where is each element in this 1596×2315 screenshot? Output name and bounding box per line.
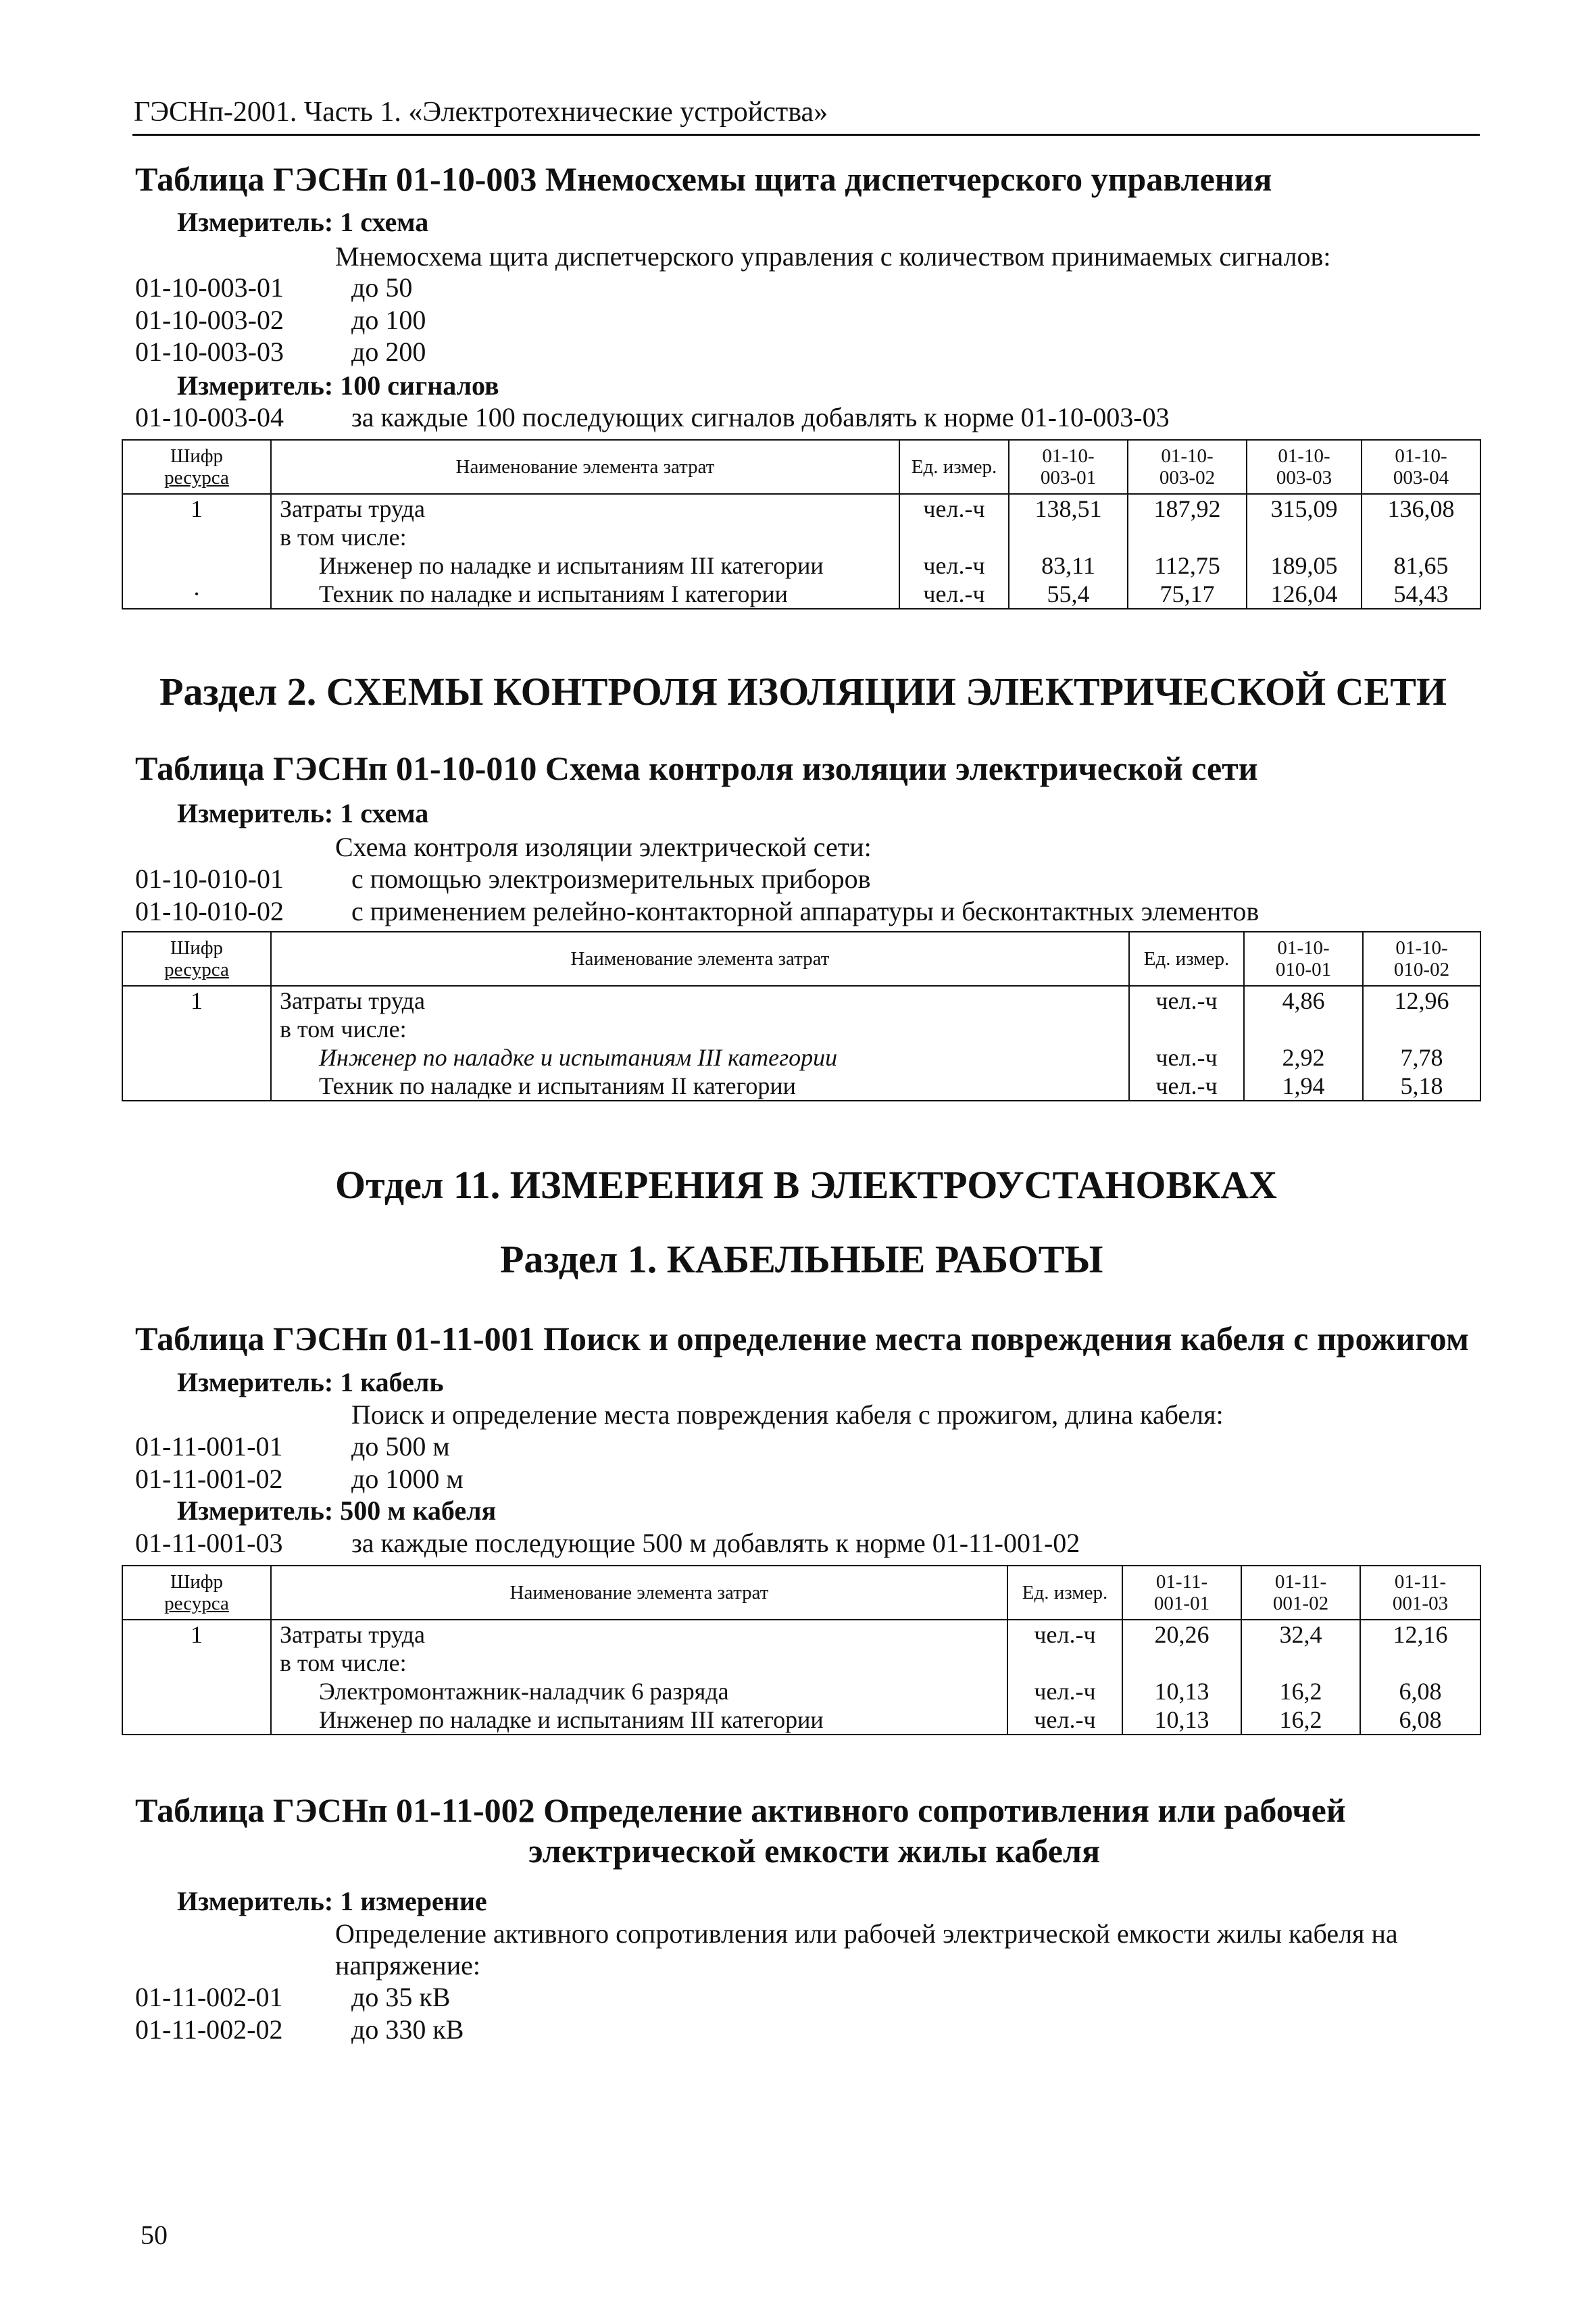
table1-item-text: за каждые 100 последующих сигналов добавлять к норме 01-10-003-03 <box>351 402 1170 432</box>
table2-meter: Измеритель: 1 схема <box>177 798 429 828</box>
table1-item-code: 01-10-003-01 <box>135 272 284 303</box>
table3-item-code: 01-11-001-02 <box>135 1464 283 1494</box>
table2-item-code: 01-10-010-02 <box>135 896 284 926</box>
table-row <box>122 1649 1480 1677</box>
table-cell: Электромонтажник-наладчик 6 разряда <box>271 1677 1007 1706</box>
table-cell <box>899 523 1009 551</box>
header-divider <box>132 134 1480 136</box>
table-cell <box>1009 523 1128 551</box>
header-col: 01-11- 001-01 <box>1122 1566 1241 1620</box>
table-cell: Инженер по наладке и испытаниям III категории <box>271 1043 1129 1072</box>
table-cell: Инженер по наладке и испытаниям III категории <box>271 1706 1007 1735</box>
table-cell: в том числе: <box>271 523 899 551</box>
table-cell: 83,11 <box>1009 551 1128 580</box>
table-cell: 136,08 <box>1362 494 1480 523</box>
table-cell <box>1363 1015 1480 1043</box>
table-cell: 6,08 <box>1360 1677 1480 1706</box>
table4-description-line2: напряжение: <box>335 1950 480 1981</box>
table-cell: 4,86 <box>1244 986 1363 1015</box>
header-name: Наименование элемента затрат <box>271 932 1129 986</box>
running-head: ГЭСНп-2001. Часть 1. «Электротехнические устройства» <box>134 97 828 128</box>
table-cell: чел.-ч <box>1129 1072 1244 1101</box>
table3-item-code: 01-11-001-01 <box>135 1431 283 1462</box>
table1-meter: Измеритель: 1 схема <box>177 207 429 237</box>
table-cell: 10,13 <box>1122 1706 1241 1735</box>
table-cell <box>1129 1015 1244 1043</box>
table-cell: в том числе: <box>271 1649 1007 1677</box>
header-name: Наименование элемента затрат <box>271 440 899 494</box>
header-unit: Ед. измер. <box>899 440 1009 494</box>
table1-item-code: 01-10-003-03 <box>135 337 284 367</box>
page-number: 50 <box>141 2220 168 2250</box>
table-cell: 138,51 <box>1009 494 1128 523</box>
table-cell: 126,04 <box>1247 580 1362 609</box>
header-name: Наименование элемента затрат <box>271 1566 1007 1620</box>
table1-item-code: 01-10-003-02 <box>135 305 284 335</box>
table-cell: чел.-ч <box>1129 1043 1244 1072</box>
table-cell <box>1122 1649 1241 1677</box>
table3-meter-2: Измеритель: 500 м кабеля <box>177 1495 497 1526</box>
table-row <box>122 1620 1480 1649</box>
table3-item-text: до 1000 м <box>351 1464 464 1494</box>
table-cell: Техник по наладке и испытаниям II категории <box>271 1072 1129 1101</box>
table-cell: 7,78 <box>1363 1043 1480 1072</box>
table-row <box>122 523 1480 551</box>
table-cell <box>1007 1649 1122 1677</box>
table-cell <box>1247 523 1362 551</box>
table3-item-text: за каждые последующие 500 м добавлять к норме 01-11-001-02 <box>351 1528 1080 1558</box>
table3-item-code: 01-11-001-03 <box>135 1528 283 1558</box>
table3-title: Таблица ГЭСНп 01-11-001 Поиск и определение места повреждения кабеля с прожигом <box>135 1320 1469 1358</box>
table-cell: Затраты труда <box>271 1620 1007 1649</box>
table-cell <box>122 1043 271 1072</box>
table-cell <box>122 1649 271 1677</box>
table-cell: 1 <box>122 986 271 1015</box>
table-cell: · <box>122 580 271 609</box>
table3-meter: Измеритель: 1 кабель <box>177 1367 444 1397</box>
table-cell: чел.-ч <box>899 494 1009 523</box>
table-row <box>122 580 1480 609</box>
cost-table-2 <box>122 931 1481 1101</box>
header-unit: Ед. измер. <box>1129 932 1244 986</box>
header-col: 01-10- 010-01 <box>1244 932 1363 986</box>
header-resource: Шифр ресурса <box>122 932 271 986</box>
table-cell <box>122 1677 271 1706</box>
table4-title-line2: электрической емкости жилы кабеля <box>528 1832 1100 1870</box>
table-cell: в том числе: <box>271 1015 1129 1043</box>
table-cell <box>1360 1649 1480 1677</box>
table4-item-text: до 330 кВ <box>351 2014 464 2045</box>
table-cell: 6,08 <box>1360 1706 1480 1735</box>
table-cell: 189,05 <box>1247 551 1362 580</box>
table2-item-code: 01-10-010-01 <box>135 864 284 894</box>
table-cell: Техник по наладке и испытаниям I категории <box>271 580 899 609</box>
table1-item-code: 01-10-003-04 <box>135 402 284 432</box>
table-cell: 32,4 <box>1241 1620 1360 1649</box>
table-cell: Инженер по наладке и испытаниям III категории <box>271 551 899 580</box>
table2-item-text: с применением релейно-контакторной аппаратуры и бесконтактных элементов <box>351 896 1260 926</box>
table-cell <box>122 1706 271 1735</box>
table3-description: Поиск и определение места повреждения кабеля с прожигом, длина кабеля: <box>351 1399 1224 1430</box>
table-cell <box>122 1072 271 1101</box>
table-cell: 54,43 <box>1362 580 1480 609</box>
table4-meter: Измеритель: 1 измерение <box>177 1886 487 1916</box>
table-cell: чел.-ч <box>1007 1620 1122 1649</box>
table4-item-code: 01-11-002-02 <box>135 2014 283 2045</box>
table-cell: 16,2 <box>1241 1677 1360 1706</box>
header-resource: Шифр ресурса <box>122 1566 271 1620</box>
table-cell: Затраты труда <box>271 494 899 523</box>
table-cell: 55,4 <box>1009 580 1128 609</box>
table4-item-code: 01-11-002-01 <box>135 1982 283 2012</box>
table-cell: чел.-ч <box>1129 986 1244 1015</box>
table1-description: Мнемосхема щита диспетчерского управления с количеством принимаемых сигналов: <box>335 241 1331 272</box>
cost-table-3 <box>122 1565 1481 1735</box>
table-cell: 20,26 <box>1122 1620 1241 1649</box>
table-cell <box>1244 1015 1363 1043</box>
table-cell: 1 <box>122 494 271 523</box>
table-row <box>122 551 1480 580</box>
table-cell <box>122 551 271 580</box>
header-col: 01-10- 003-04 <box>1362 440 1480 494</box>
section-heading: Раздел 2. СХЕМЫ КОНТРОЛЯ ИЗОЛЯЦИИ ЭЛЕКТРИЧЕСКОЙ СЕТИ <box>159 670 1447 714</box>
table-cell: 2,92 <box>1244 1043 1363 1072</box>
header-resource: Шифр ресурса <box>122 440 271 494</box>
table-row <box>122 986 1480 1015</box>
table-cell: 81,65 <box>1362 551 1480 580</box>
table-row <box>122 1043 1480 1072</box>
table-cell <box>1128 523 1247 551</box>
table-cell: 187,92 <box>1128 494 1247 523</box>
table4-title: Таблица ГЭСНп 01-11-002 Определение активного сопротивления или рабочей <box>135 1791 1346 1829</box>
table-row <box>122 1072 1480 1101</box>
header-col: 01-10- 003-02 <box>1128 440 1247 494</box>
table-cell: Затраты труда <box>271 986 1129 1015</box>
table-cell: 315,09 <box>1247 494 1362 523</box>
header-col: 01-11- 001-02 <box>1241 1566 1360 1620</box>
table-row <box>122 494 1480 523</box>
table-cell: 1 <box>122 1620 271 1649</box>
table1-meter-2: Измеритель: 100 сигналов <box>177 370 499 401</box>
header-col: 01-10- 003-03 <box>1247 440 1362 494</box>
header-col: 01-10- 010-02 <box>1363 932 1480 986</box>
table-cell: чел.-ч <box>899 551 1009 580</box>
table-cell: чел.-ч <box>899 580 1009 609</box>
table-cell: чел.-ч <box>1007 1677 1122 1706</box>
header-col: 01-11- 001-03 <box>1360 1566 1480 1620</box>
table-cell: 10,13 <box>1122 1677 1241 1706</box>
table-cell: 5,18 <box>1363 1072 1480 1101</box>
table-row <box>122 1677 1480 1706</box>
section-heading: Раздел 1. КАБЕЛЬНЫЕ РАБОТЫ <box>500 1237 1103 1281</box>
table-cell: 12,96 <box>1363 986 1480 1015</box>
table-cell <box>122 1015 271 1043</box>
table-cell <box>122 523 271 551</box>
department-heading: Отдел 11. ИЗМЕРЕНИЯ В ЭЛЕКТРОУСТАНОВКАХ <box>335 1163 1277 1207</box>
table3-item-text: до 500 м <box>351 1431 450 1462</box>
table-cell: 16,2 <box>1241 1706 1360 1735</box>
table1-item-text: до 50 <box>351 272 413 303</box>
table-cell: 112,75 <box>1128 551 1247 580</box>
table-cell <box>1241 1649 1360 1677</box>
table2-description: Схема контроля изоляции электрической сети: <box>335 832 872 862</box>
table1-title: Таблица ГЭСНп 01-10-003 Мнемосхемы щита диспетчерского управления <box>135 160 1272 198</box>
table2-title: Таблица ГЭСНп 01-10-010 Схема контроля изоляции электрической сети <box>135 749 1258 787</box>
table-cell: 12,16 <box>1360 1620 1480 1649</box>
table1-item-text: до 200 <box>351 337 426 367</box>
table-row <box>122 1706 1480 1735</box>
table4-description: Определение активного сопротивления или рабочей электрической емкости жилы кабеля на <box>335 1918 1398 1949</box>
cost-table-1 <box>122 439 1481 609</box>
table4-item-text: до 35 кВ <box>351 1982 451 2012</box>
table-cell: 1,94 <box>1244 1072 1363 1101</box>
table2-item-text: с помощью электроизмерительных приборов <box>351 864 871 894</box>
table1-item-text: до 100 <box>351 305 426 335</box>
table-cell: чел.-ч <box>1007 1706 1122 1735</box>
header-col: 01-10- 003-01 <box>1009 440 1128 494</box>
header-unit: Ед. измер. <box>1007 1566 1122 1620</box>
table-cell: 75,17 <box>1128 580 1247 609</box>
table-row <box>122 1015 1480 1043</box>
table-cell <box>1362 523 1480 551</box>
